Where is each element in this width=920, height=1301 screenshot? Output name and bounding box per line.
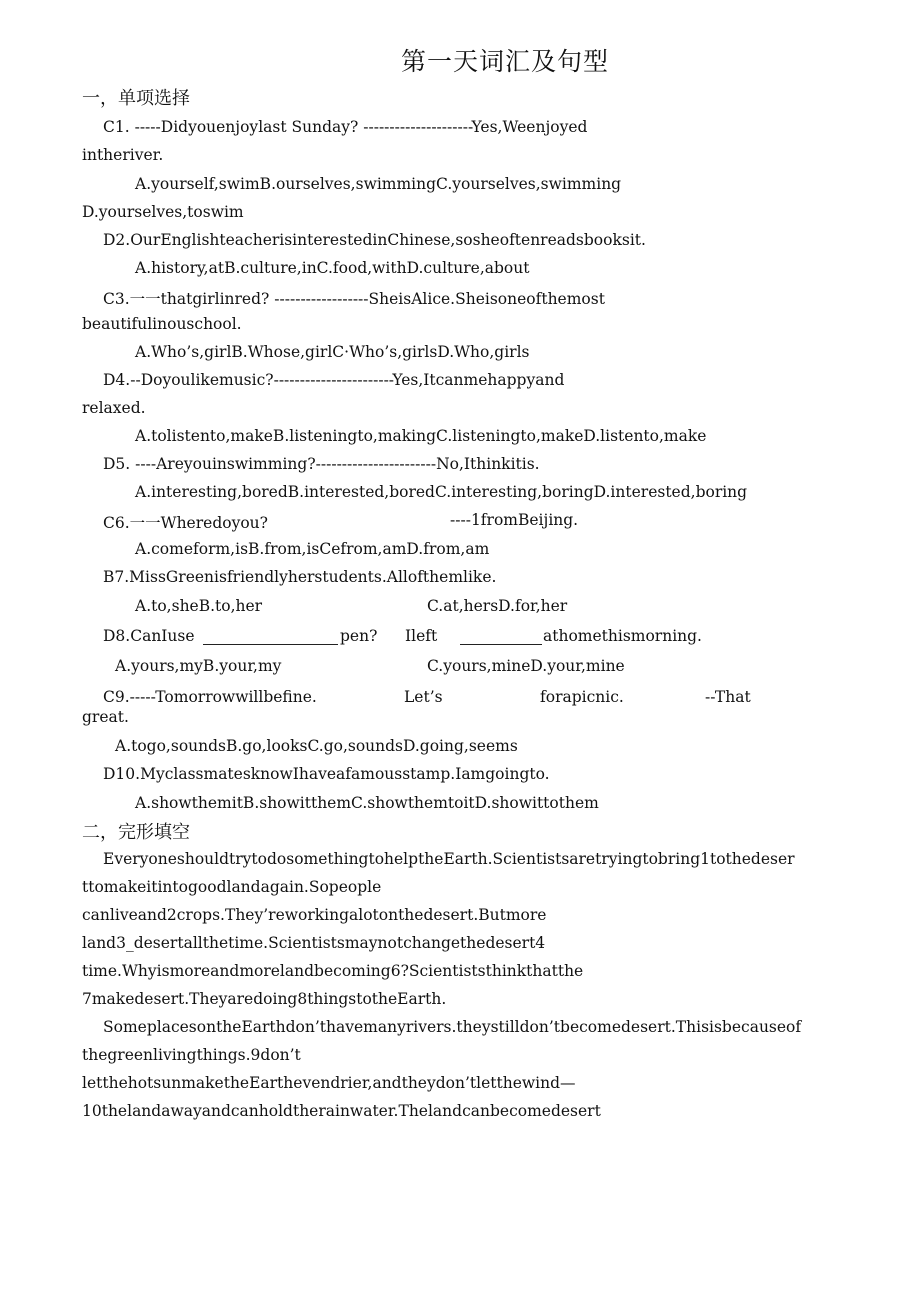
question-2-stem: D2.OurEnglishteacherisinterestedinChinese,sosheoftenreadsbooksit. <box>103 231 646 249</box>
question-7-stem: B7.MissGreenisfriendlyherstudents.Allofthemlike. <box>103 568 497 586</box>
passage-line: SomeplacesontheEarthdon’thavemanyrivers.theystilldon’tbecomedesert.Thisisbecauseof <box>103 1018 802 1036</box>
question-9-stem-part4: --That <box>705 688 751 706</box>
answer-blank <box>203 630 338 645</box>
question-8-stem-part2: pen? <box>340 627 378 645</box>
question-3-stem-cont: beautifulinouschool. <box>82 315 242 333</box>
question-9-stem-part2: Let’s <box>404 688 443 706</box>
question-8-stem-part4: athomethismorning. <box>543 627 702 645</box>
passage-line: time.Whyismoreandmorelandbecoming6?Scientiststhinkthatthe <box>82 962 584 980</box>
passage-line: letthehotsunmaketheEarthevendrier,andtheydon’tletthewind— <box>82 1074 576 1092</box>
page-title: 第一天词汇及句型 <box>400 47 609 76</box>
question-7-options-ab: A.to,sheB.to,her <box>135 597 263 615</box>
passage-line: land3_desertallthetime.Scientistsmaynotchangethedesert4 <box>82 934 546 952</box>
question-7-options-cd: C.at,hersD.for,her <box>427 597 568 615</box>
question-3-stem: C3.一一thatgirlinred? ------------------SheisAlice.Sheisoneofthemost <box>103 290 605 308</box>
question-9-options: A.togo,soundsB.go,looksC.go,soundsD.going,seems <box>115 737 518 755</box>
passage-line: 7makedesert.Theyaredoing8thingstotheEarth. <box>82 990 447 1008</box>
question-8-options-cd: C.yours,mineD.your,mine <box>427 657 625 675</box>
section-heading-multiple-choice: 一，单项选择 <box>82 88 190 109</box>
question-4-options: A.tolistento,makeB.listeningto,makingC.listeningto,makeD.listento,make <box>135 427 707 445</box>
passage-line: thegreenlivingthings.9don’t <box>82 1046 301 1064</box>
question-8-stem-part3: Ileft <box>405 627 438 645</box>
section-heading-cloze: 二，完形填空 <box>82 822 190 843</box>
question-5-options: A.interesting,boredB.interested,boredC.interesting,boringD.interested,boring <box>135 483 748 501</box>
question-8-stem-part1: D8.CanIuse <box>103 627 195 645</box>
passage-line: EveryoneshouldtrytodosomethingtohelptheEarth.Scientistsaretryingtobring1tothedeser <box>103 850 795 868</box>
passage-line: ttomakeitintogoodlandagain.Sopeople <box>82 878 382 896</box>
question-1-stem: C1. -----Didyouenjoylast Sunday? ---------------------Yes,Weenjoyed <box>103 118 588 136</box>
question-9-stem-part1: C9.-----Tomorrowwillbefine. <box>103 688 317 706</box>
question-10-options: A.showthemitB.showitthemC.showthemtoitD.showittothem <box>135 794 599 812</box>
question-6-stem: C6.一一Wheredoyou? <box>103 514 268 532</box>
question-1-options: A.yourself,swimB.ourselves,swimmingC.yourselves,swimming <box>135 175 622 193</box>
question-2-options: A.history,atB.culture,inC.food,withD.culture,about <box>135 259 530 277</box>
question-9-stem-cont: great. <box>82 708 129 726</box>
question-9-stem-part3: forapicnic. <box>540 688 624 706</box>
question-10-stem: D10.MyclassmatesknowIhaveafamousstamp.Iamgoingto. <box>103 765 550 783</box>
question-6-options: A.comeform,isB.from,isCefrom,amD.from,am <box>135 540 490 558</box>
question-4-stem-cont: relaxed. <box>82 399 146 417</box>
question-4-stem: D4.--Doyoulikemusic?-----------------------Yes,Itcanmehappyand <box>103 371 565 389</box>
answer-blank <box>460 630 542 645</box>
question-1-stem-cont: intheriver. <box>82 146 164 164</box>
question-3-options: A.Who’s,girlB.Whose,girlC·Who’s,girlsD.Who,girls <box>135 343 530 361</box>
question-8-options-ab: A.yours,myB.your,my <box>115 657 282 675</box>
question-1-options-cont: D.yourselves,toswim <box>82 203 244 221</box>
question-6-response: ----1fromBeijing. <box>450 511 579 529</box>
passage-line: 10thelandawayandcanholdtherainwater.Thelandcanbecomedesert <box>82 1102 601 1120</box>
question-5-stem: D5. ----Areyouinswimming?-----------------------No,Ithinkitis. <box>103 455 540 473</box>
passage-line: canliveand2crops.They’reworkingalotonthedesert.Butmore <box>82 906 547 924</box>
